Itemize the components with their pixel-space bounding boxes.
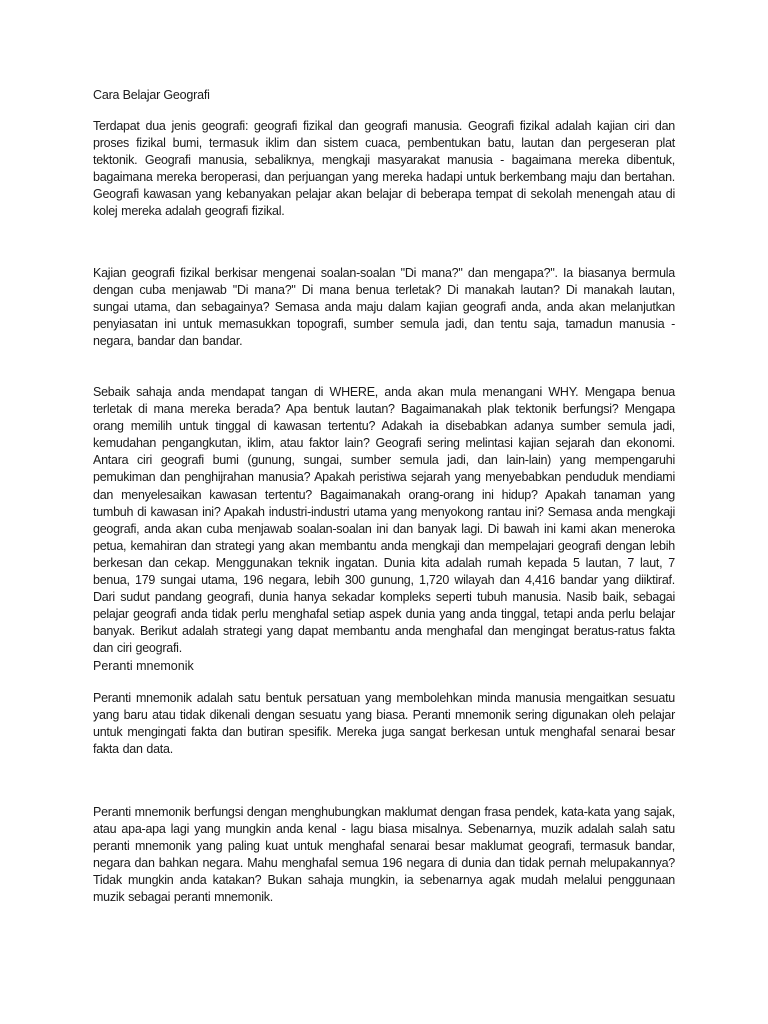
paragraph-jenis-geografi: Terdapat dua jenis geografi: geografi fizikal dan geografi manusia. Geografi fizikal adalah kajian ciri dan proses fizikal bumi, termasuk iklim dan sistem cuaca, pembentukan batu, lautan dan pergeseran plat tektonik. Geografi manusia, sebaliknya, mengkaji masyarakat manusia - bagaimana mereka dibentuk, bagaimana mereka beroperasi, dan perjuangan yang mereka hadapi untuk berkembang maju dan bertahan. Geografi kawasan yang kebanyakan pelajar akan belajar di beberapa tempat di sekolah menengah atau di kolej mereka adalah geografi fizikal.	[93, 119, 675, 219]
section-heading-mnemonik: Peranti mnemonik	[93, 659, 194, 673]
paragraph-where-why: Sebaik sahaja anda mendapat tangan di WHERE, anda akan mula menangani WHY. Mengapa benua terletak di mana mereka berada? Apa bentuk lautan? Bagaimanakah plak tektonik berfungsi? Mengapa orang memilih untuk tinggal di kawasan tertentu? Adakah ia disebabkan adanya sumber semula jadi, kemudahan pengangkutan, iklim, atau faktor lain? Geografi sering melintasi kajian sejarah dan ekonomi. Antara ciri geografi bumi (gunung, sungai, sumber semula jadi, dan lain-lain) yang mempengaruhi pemukiman dan penghijrahan manusia? Apakah peristiwa sejarah yang menyebabkan penduduk mendiami dan menyelesaikan kawasan tertentu? Bagaimanakah orang-orang ini hidup? Apakah tanaman yang tumbuh di kawasan ini? Apakah industri-industri utama yang menyokong rantau ini? Semasa anda mengkaji geografi, anda akan cuba menjawab soalan-soalan ini dan banyak lagi. Di bawah ini kami akan meneroka petua, kemahiran dan strategi yang akan membantu anda mengkaji dan mempelajari geografi dengan lebih berkesan dan cekap. Menggunakan teknik ingatan. Dunia kita adalah rumah kepada 5 lautan, 7 laut, 7 benua, 179 sungai utama, 196 negara, lebih 300 gunung, 1,720 wilayah dan 4,416 bandar yang diiktiraf. Dari sudut pandang geografi, dunia hanya sekadar kompleks seperti tubuh manusia. Nasib baik, sebagai pelajar geografi anda tidak perlu menghafal setiap aspek dunia yang anda tinggal, tetapi anda perlu belajar banyak. Berikut adalah strategi yang dapat membantu anda menghafal dan mengingat beratus-ratus fakta dan ciri geografi.	[93, 385, 675, 656]
paragraph-mnemonik-fungsi: Peranti mnemonik berfungsi dengan menghubungkan maklumat dengan frasa pendek, kata-kata yang sajak, atau apa-apa lagi yang mungkin anda kenal - lagu biasa misalnya. Sebenarnya, muzik adalah salah satu peranti mnemonik yang paling kuat untuk menghafal senarai besar maklumat geografi, termasuk bandar, negara dan bahkan negara. Mahu menghafal semua 196 negara di dunia dan tidak pernah melupakannya? Tidak mungkin anda katakan? Bukan sahaja mungkin, ia sebenarnya agak mudah melalui penggunaan muzik sebagai peranti mnemonik.	[93, 805, 675, 905]
paragraph-kajian-fizikal: Kajian geografi fizikal berkisar mengenai soalan-soalan "Di mana?" dan mengapa?". Ia biasanya bermula dengan cuba menjawab "Di mana?" Di mana benua terletak? Di manakah lautan? Di manakah lautan, sungai utama, dan sebagainya? Semasa anda maju dalam kajian geografi anda, anda akan melanjutkan penyiasatan ini untuk memasukkan topografi, sumber semula jadi, dan tentu saja, tamadun manusia - negara, bandar dan bandar.	[93, 266, 675, 349]
document-title: Cara Belajar Geografi	[93, 88, 210, 102]
paragraph-mnemonik-definisi: Peranti mnemonik adalah satu bentuk persatuan yang membolehkan minda manusia mengaitkan sesuatu yang baru atau tidak dikenali dengan sesuatu yang biasa. Peranti mnemonik sering digunakan oleh pelajar untuk mengingati fakta dan butiran spesifik. Mereka juga sangat berkesan untuk menghafal senarai besar fakta dan data.	[93, 691, 675, 757]
